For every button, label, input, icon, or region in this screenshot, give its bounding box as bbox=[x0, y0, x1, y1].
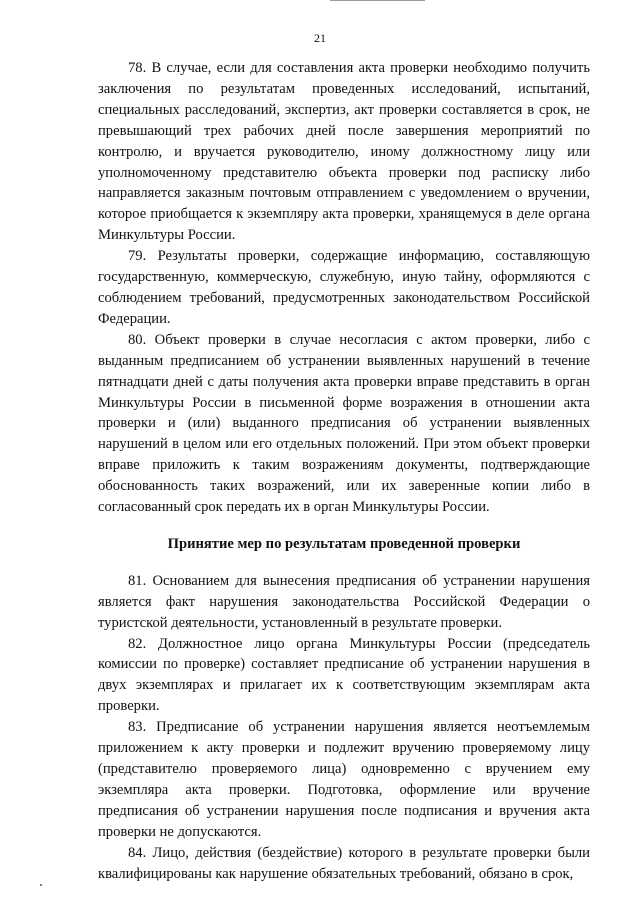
document-body bbox=[98, 58, 590, 884]
page-number: 21 bbox=[314, 31, 326, 45]
paragraph-84: 84. Лицо, действия (бездействие) которого в результате проверки были квалифицированы как нарушение обязательных требований, обязано в срок, bbox=[98, 844, 590, 882]
top-edge-line bbox=[330, 0, 425, 1]
section-heading: Принятие мер по результатам проведенной проверки bbox=[167, 535, 521, 552]
paragraph-83: 83. Предписание об устранении нарушения является неотъемлемым приложением к акту проверки и подлежит вручению проверяемому лицу (представителю проверяемого лица) одновременно с вручением ему экземпляра акта проверки. Подготовка, оформление или вручение предписания об устранении нарушения после подписания и вручения акта проверки не допускаются. bbox=[98, 719, 590, 840]
paragraph-79: 79. Результаты проверки, содержащие информацию, составляющую государственную, коммерческую, служебную, иную тайну, оформляются с соблюдением требований, предусмотренных законодательством Российской Федерации. bbox=[98, 248, 590, 327]
paragraph-81: 81. Основанием для вынесения предписания об устранении нарушения является факт нарушения законодательства Российской Федерации о туристской деятельности, установленный в результате проверки. bbox=[98, 572, 590, 631]
paragraph-80: 80. Объект проверки в случае несогласия с актом проверки, либо с выданным предписанием об устранении выявленных нарушений в течение пятнадцати дней с даты получения акта проверки вправе представить в орган Минкультуры России в письменной форме возражения в отношении акта проверки и (или) выданного предписания об устранении выявленных нарушений в целом или его отдельных положений. При этом объект проверки вправе приложить к таким возражениям документы, подтверждающие обоснованность таких возражений, или их заверенные копии либо в согласованный срок передать их в орган Минкультуры России. bbox=[98, 331, 590, 516]
scan-speck bbox=[40, 884, 42, 886]
paragraph-78: 78. В случае, если для составления акта проверки необходимо получить заключения по результатам проведенных исследований, испытаний, специальных расследований, экспертиз, акт проверки составляется в срок, не превышающий трех рабочих дней после завершения мероприятий по контролю, и вручается руководителю, иному должностному лицу или уполномоченному представителю объекта проверки под расписку либо направляется заказным почтовым отправлением с уведомлением о вручении, которое приобщается к экземпляру акта проверки, хранящемуся в деле органа Минкультуры России. bbox=[98, 60, 590, 244]
paragraph-82: 82. Должностное лицо органа Минкультуры России (председатель комиссии по проверке) составляет предписание об устранении нарушения в двух экземплярах и прилагает их к соответствующим экземплярам акта проверки. bbox=[98, 635, 590, 715]
